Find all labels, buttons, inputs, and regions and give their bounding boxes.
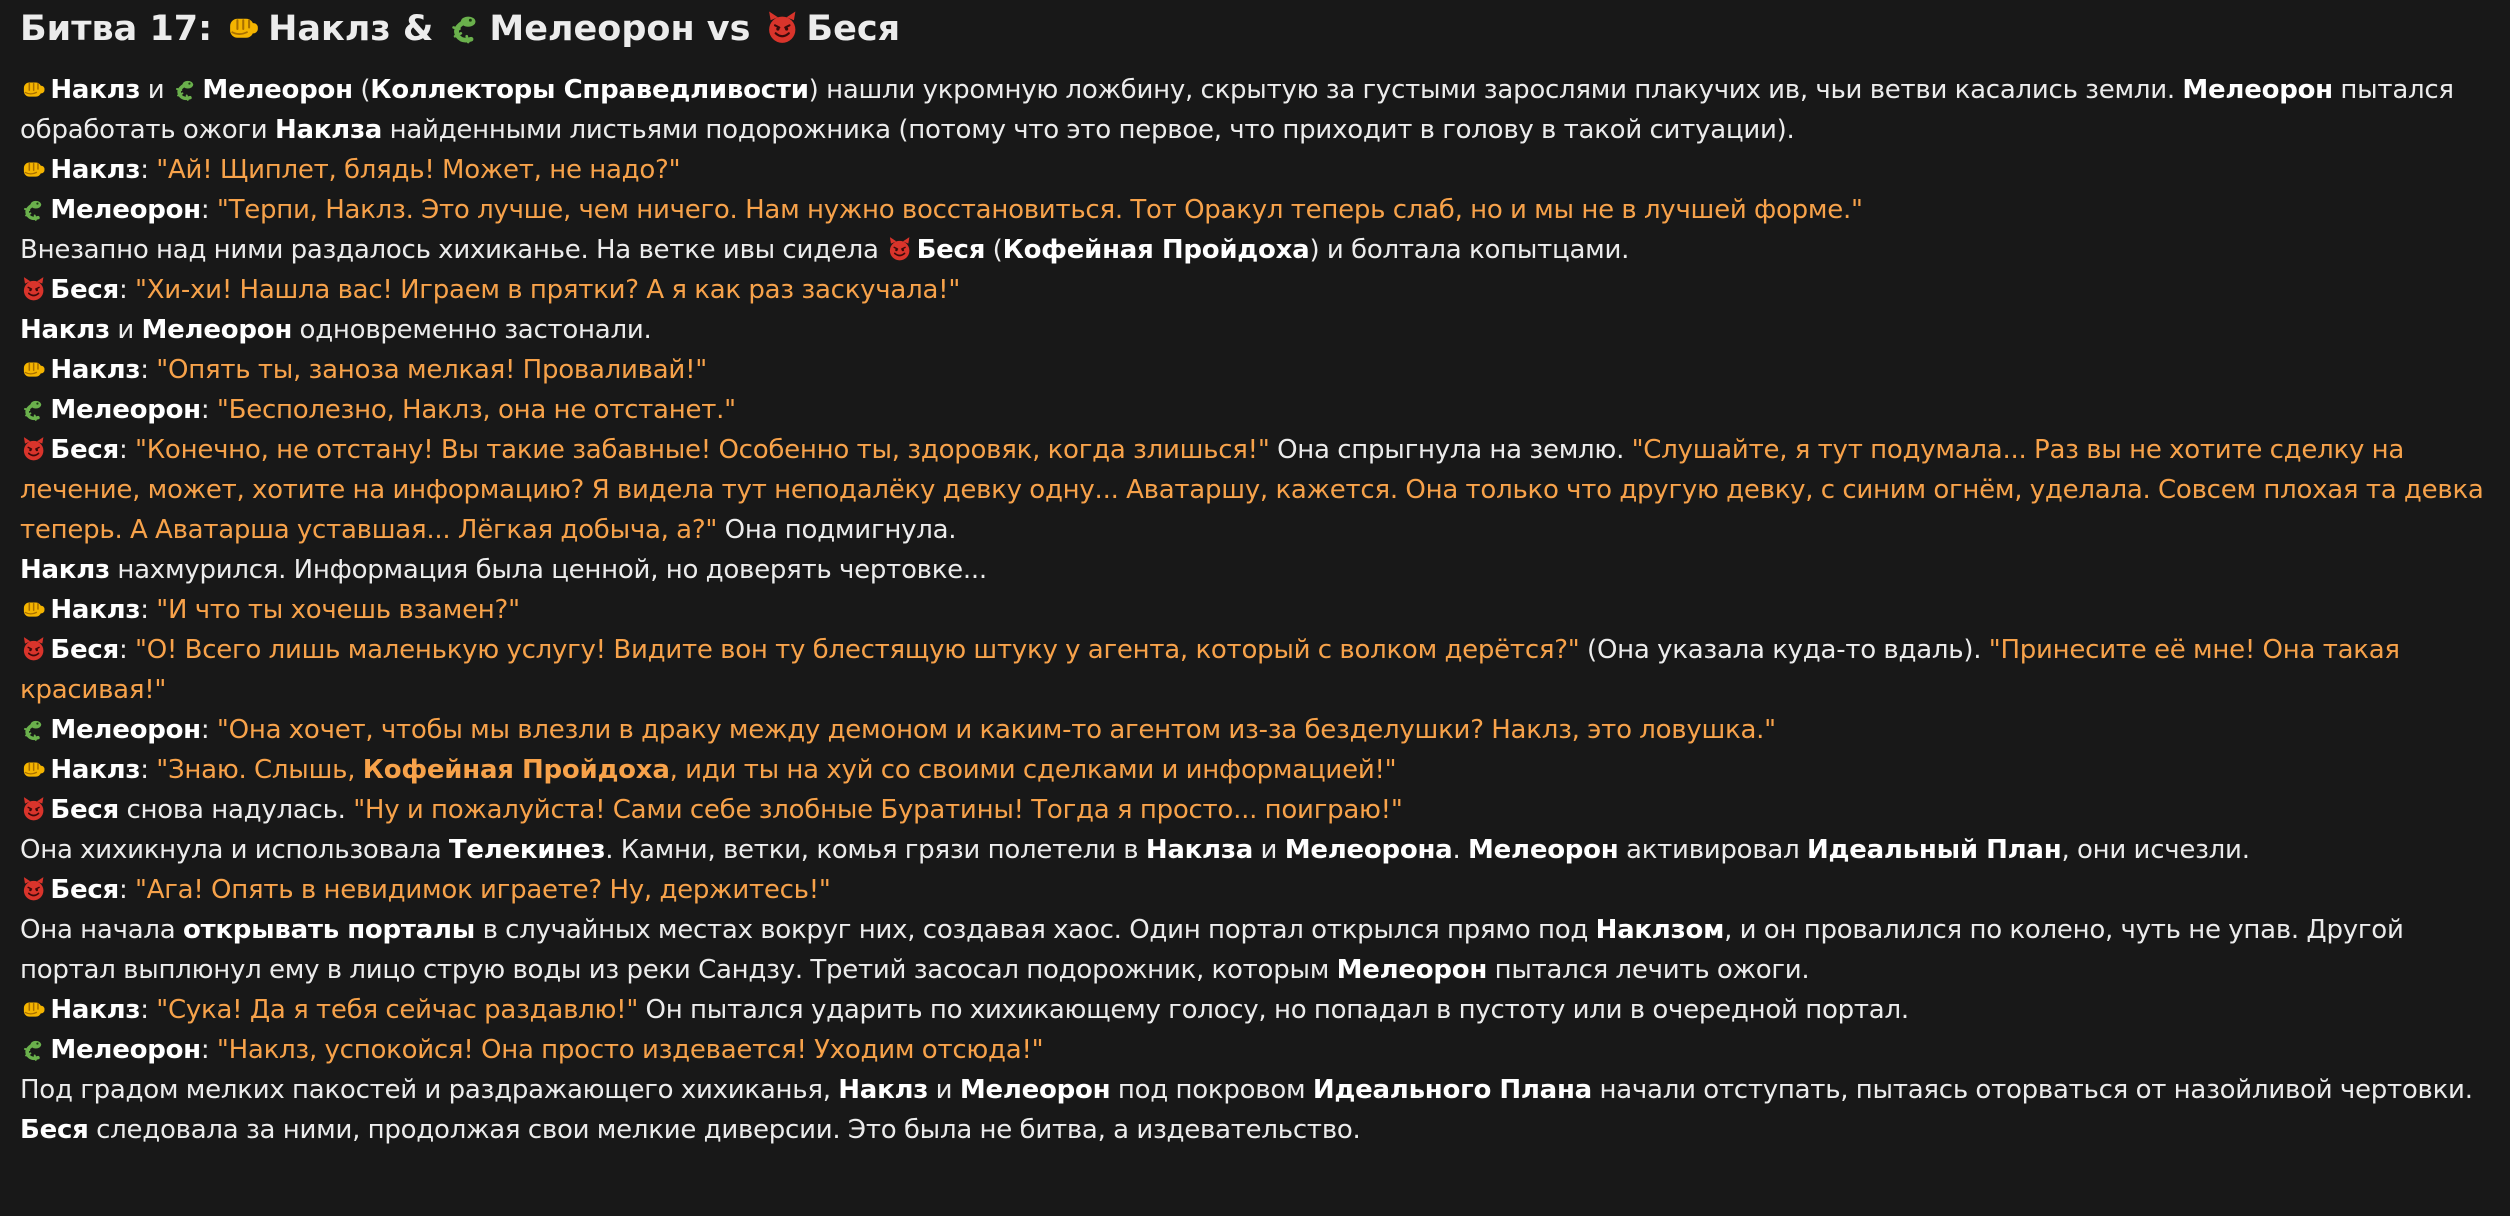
- text-segment: активировал: [1618, 835, 1807, 865]
- bold-name: Телекинез: [448, 835, 606, 865]
- text-segment: Наклз &: [268, 9, 446, 49]
- text-segment: :: [140, 595, 157, 625]
- text-segment: (: [985, 235, 1003, 265]
- text-segment: Мелеорон vs: [489, 9, 763, 49]
- bold-name: Наклз: [50, 75, 141, 105]
- dialogue-quote: "Слушайте, я тут подумала... Раз вы не хотите сделку на лечение, может, хотите на информацию? Я видела тут неподалёку девку одну... Аватаршу, кажется. Она только что другую девку, с синим огнём, уделала. Совсем плохая та девка теперь. А Аватарша уставшая... Лёгкая добыча, а?": [20, 435, 2484, 545]
- dialogue-quote: "Конечно, не отстану! Вы такие забавные! Особенно ты, здоровяк, когда злишься!": [135, 435, 1270, 465]
- text-segment: Она начала: [20, 915, 183, 945]
- dialogue-quote: "Бесполезно, Наклз, она не отстанет.": [216, 395, 736, 425]
- text-segment: . Камни, ветки, комья грязи полетели в: [605, 835, 1146, 865]
- bold-name: Мелеорон: [50, 195, 201, 225]
- story-paragraph: [20, 190, 2490, 230]
- bold-name: Мелеорон: [959, 1075, 1111, 1105]
- dialogue-quote: "Ага! Опять в невидимок играете? Ну, держитесь!": [135, 875, 831, 905]
- bold-name: Наклз: [50, 995, 141, 1025]
- smiling-devil-icon: [20, 874, 47, 900]
- text-segment: нахмурился. Информация была ценной, но доверять чертовке...: [109, 555, 987, 585]
- bold-name: Наклз: [50, 755, 141, 785]
- bold-name: Беся: [20, 1115, 89, 1145]
- text-segment: Внезапно над ними раздалось хихиканье. На ветке ивы сидела: [20, 235, 887, 265]
- bold-name: Идеальный План: [1806, 835, 2062, 865]
- dialogue-quote: , иди ты на хуй со своими сделками и информацией!": [669, 755, 1397, 785]
- text-segment: пытался лечить ожоги.: [1487, 955, 1810, 985]
- dialogue-quote: "Она хочет, чтобы мы влезли в драку между демоном и каким-то агентом из-за безделушки? Наклз, это ловушка.": [216, 715, 1776, 745]
- bold-name: Идеального Плана: [1312, 1075, 1592, 1105]
- text-segment: Битва 17:: [20, 9, 225, 49]
- text-segment: :: [200, 1035, 217, 1065]
- text-segment: :: [118, 635, 135, 665]
- story-paragraph: [20, 150, 2490, 190]
- bold-name: Мелеорон: [141, 315, 293, 345]
- dialogue-quote: "Опять ты, заноза мелкая! Проваливай!": [156, 355, 707, 385]
- story-paragraph: [20, 830, 2490, 870]
- dialogue-quote: "Ну и пожалуйста! Сами себе злобные Буратины! Тогда я просто... поиграю!": [353, 795, 1403, 825]
- bold-name: Беся: [916, 235, 986, 265]
- bold-name: Наклз: [838, 1075, 929, 1105]
- text-segment: :: [118, 275, 135, 305]
- smiling-devil-icon: [20, 794, 47, 820]
- oncoming-fist-icon: [224, 9, 263, 44]
- oncoming-fist-icon: [20, 594, 47, 620]
- story-paragraph: [20, 630, 2490, 710]
- dialogue-quote: "Сука! Да я тебя сейчас раздавлю!": [156, 995, 639, 1025]
- bold-name: Наклзом: [1595, 915, 1725, 945]
- dialogue-quote: "И что ты хочешь взамен?": [156, 595, 520, 625]
- dialogue-quote: "Ай! Щиплет, блядь! Может, не надо?": [156, 155, 681, 185]
- text-segment: Она спрыгнула на землю.: [1269, 435, 1632, 465]
- oncoming-fist-icon: [20, 74, 47, 100]
- text-segment: и: [109, 315, 142, 345]
- text-segment: одновременно застонали.: [292, 315, 652, 345]
- bold-name: Мелеорон: [2182, 75, 2333, 105]
- lizard-icon: [172, 74, 199, 100]
- bold-name: Беся: [50, 635, 119, 665]
- bold-name: Мелеорон: [202, 75, 353, 105]
- story-paragraph: [20, 910, 2490, 990]
- story-paragraph: [20, 1070, 2490, 1150]
- text-segment: :: [140, 155, 157, 185]
- dialogue-quote: "Принесите её мне! Она такая красивая!": [20, 635, 2400, 705]
- text-segment: :: [140, 355, 157, 385]
- bold-name: открывать порталы: [182, 915, 476, 945]
- text-segment: и: [928, 1075, 960, 1105]
- oncoming-fist-icon: [20, 354, 47, 380]
- story-paragraph: [20, 790, 2490, 830]
- story-paragraph: [20, 390, 2490, 430]
- dialogue-quote: "О! Всего лишь маленькую услугу! Видите вон ту блестящую штуку у агента, который с волком дерётся?": [135, 635, 1580, 665]
- text-segment: :: [200, 195, 217, 225]
- story-paragraph: [20, 310, 2490, 350]
- dialogue-quote: "Терпи, Наклз. Это лучше, чем ничего. Нам нужно восстановиться. Тот Оракул теперь слаб, но и мы не в лучшей форме.": [216, 195, 1863, 225]
- text-segment: :: [118, 875, 135, 905]
- text-segment: :: [200, 715, 217, 745]
- bold-name: Наклз: [50, 355, 141, 385]
- lizard-icon: [20, 714, 47, 740]
- text-segment: и: [1253, 835, 1285, 865]
- text-segment: Под градом мелких пакостей и раздражающего хихиканья,: [20, 1075, 839, 1105]
- bold-name: Беся: [50, 275, 119, 305]
- oncoming-fist-icon: [20, 154, 47, 180]
- lizard-icon: [20, 1034, 47, 1060]
- text-segment: :: [140, 995, 157, 1025]
- smiling-devil-icon: [20, 274, 47, 300]
- story-paragraph: [20, 1030, 2490, 1070]
- text-segment: Он пытался ударить по хихикающему голосу, но попадал в пустоту или в очередной портал.: [638, 995, 1909, 1025]
- bold-name: Наклз: [50, 595, 141, 625]
- story-paragraph: [20, 750, 2490, 790]
- text-segment: .: [1452, 835, 1469, 865]
- oncoming-fist-icon: [20, 754, 47, 780]
- bold-name: Кофейная Пройдоха: [1002, 235, 1310, 265]
- quote-emphasis: Кофейная Пройдоха: [362, 755, 670, 785]
- text-segment: (Она указала куда-то вдаль).: [1579, 635, 1989, 665]
- text-segment: Она хихикнула и использовала: [20, 835, 449, 865]
- text-segment: :: [200, 395, 217, 425]
- smiling-devil-icon: [20, 634, 47, 660]
- bold-name: Мелеорон: [50, 715, 201, 745]
- story-paragraph: [20, 230, 2490, 270]
- text-segment: снова надулась.: [118, 795, 354, 825]
- text-segment: Она подмигнула.: [717, 515, 957, 545]
- dialogue-quote: "Наклз, успокойся! Она просто издевается! Уходим отсюда!": [216, 1035, 1044, 1065]
- lizard-icon: [446, 9, 485, 44]
- story-paragraph: [20, 70, 2490, 150]
- story-paragraph: [20, 550, 2490, 590]
- bold-name: Наклз: [50, 155, 141, 185]
- smiling-devil-icon: [886, 234, 913, 260]
- story-paragraph: [20, 870, 2490, 910]
- text-segment: Беся: [806, 9, 901, 49]
- bold-name: Наклз: [20, 555, 110, 585]
- bold-name: Мелеорон: [50, 395, 201, 425]
- story-paragraph: [20, 590, 2490, 630]
- text-segment: , и он провалился по колено, чуть не упав. Другой портал выплюнул ему в лицо струю воды из реки Сандзу. Третий засосал подорожник, которым: [20, 915, 2404, 985]
- bold-name: Беся: [50, 875, 119, 905]
- text-segment: следовала за ними, продолжая свои мелкие диверсии. Это была не битва, а издевательство.: [88, 1115, 1361, 1145]
- battle-story: [20, 70, 2490, 1150]
- bold-name: Коллекторы Справедливости: [370, 75, 809, 105]
- oncoming-fist-icon: [20, 994, 47, 1020]
- bold-name: Наклза: [274, 115, 383, 145]
- battle-title: [20, 4, 2490, 54]
- smiling-devil-icon: [20, 434, 47, 460]
- story-paragraph: [20, 430, 2490, 550]
- bold-name: Мелеорон: [1468, 835, 1619, 865]
- text-segment: пытался обработать ожоги: [20, 75, 2454, 145]
- lizard-icon: [20, 394, 47, 420]
- text-segment: (: [352, 75, 371, 105]
- text-segment: ) и болтала копытцами.: [1309, 235, 1630, 265]
- text-segment: ) нашли укромную ложбину, скрытую за густыми зарослями плакучих ив, чьи ветви касались земли.: [808, 75, 2183, 105]
- text-segment: и: [140, 75, 172, 105]
- bold-name: Мелеорона: [1284, 835, 1453, 865]
- text-segment: , они исчезли.: [2061, 835, 2250, 865]
- story-paragraph: [20, 270, 2490, 310]
- text-segment: :: [140, 755, 157, 785]
- bold-name: Беся: [50, 795, 119, 825]
- text-segment: в случайных местах вокруг них, создавая хаос. Один портал открылся прямо под: [475, 915, 1596, 945]
- text-segment: под покровом: [1110, 1075, 1313, 1105]
- dialogue-quote: "Хи-хи! Нашла вас! Играем в прятки? А я как раз заскучала!": [135, 275, 961, 305]
- story-paragraph: [20, 710, 2490, 750]
- lizard-icon: [20, 194, 47, 220]
- story-paragraph: [20, 990, 2490, 1030]
- bold-name: Мелеорон: [1336, 955, 1488, 985]
- bold-name: Наклз: [20, 315, 110, 345]
- story-paragraph: [20, 350, 2490, 390]
- bold-name: Беся: [50, 435, 119, 465]
- smiling-devil-icon: [763, 9, 802, 44]
- bold-name: Мелеорон: [50, 1035, 201, 1065]
- text-segment: начали отступать, пытаясь оторваться от назойливой чертовки.: [1591, 1075, 2473, 1105]
- dialogue-quote: "Знаю. Слышь,: [156, 755, 363, 785]
- text-segment: :: [118, 435, 135, 465]
- bold-name: Наклза: [1145, 835, 1254, 865]
- text-segment: найденными листьями подорожника (потому что это первое, что приходит в голову в такой ситуации).: [382, 115, 1795, 145]
